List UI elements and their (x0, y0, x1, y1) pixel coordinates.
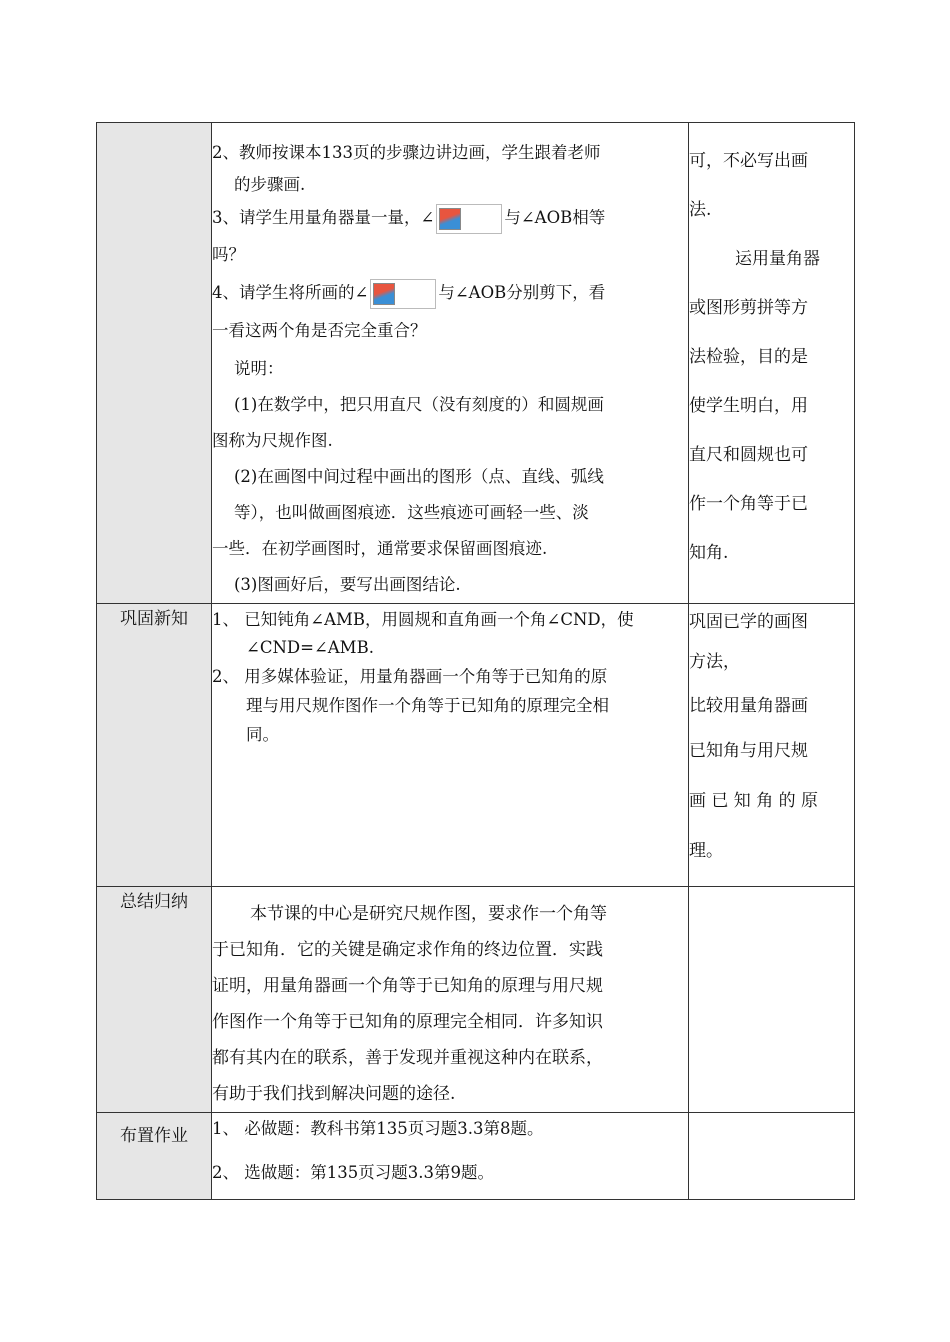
content-line: 吗？ (212, 245, 245, 264)
note-cell (689, 123, 855, 604)
content-line (212, 201, 688, 235)
row-label-empty (97, 123, 212, 604)
note-line: 巩固已学的画图 (689, 612, 808, 632)
content-text: 4、请学生将所画的∠ (212, 283, 369, 302)
content-line: 本节课的中心是研究尺规作图，要求作一个角等 (250, 904, 607, 924)
content-line: (3)图画好后，要写出画图结论. (234, 575, 461, 594)
note-line: 可，不必写出画 (689, 151, 808, 171)
note-line: 已知角与用尺规 (689, 741, 808, 761)
note-line: 作一个角等于已 (689, 494, 808, 514)
content-line: 都有其内在的联系，善于发现并重视这种内在联系， (212, 1048, 603, 1068)
note-line: 比较用量角器画 (689, 696, 808, 716)
table-row-consolidate (97, 604, 855, 887)
note-line: 画 已 知 角 的 原 (689, 791, 819, 811)
content-line: 一看这两个角是否完全重合？ (212, 321, 427, 340)
note-line: 法检验，目的是 (689, 347, 808, 367)
content-line: 有助于我们找到解决问题的途径. (212, 1084, 456, 1104)
note-line: 理。 (689, 841, 723, 861)
content-text: 与∠AOB分别剪下，看 (438, 283, 606, 302)
content-line: 2、教师按课本133页的步骤边讲边画，学生跟着老师 (212, 143, 601, 162)
note-line: 方法， (689, 652, 740, 672)
broken-image-icon (439, 208, 461, 230)
content-line: 于已知角．它的关键是确定求作角的终边位置．实践 (212, 940, 603, 960)
content-line: 2、 选做题：第135页习题3.3第9题。 (212, 1163, 494, 1182)
content-line: 2、 用多媒体验证，用量角器画一个角等于已知角的原 (212, 667, 608, 686)
content-line: 作图作一个角等于已知角的原理完全相同．许多知识 (212, 1012, 603, 1032)
table-row-process (97, 123, 855, 604)
content-line: 1、 必做题：教科书第135页习题3.3第8题。 (212, 1119, 544, 1138)
content-line: 说明： (234, 359, 284, 378)
content-cell (212, 604, 689, 887)
content-cell (212, 887, 689, 1113)
content-text: 3、请学生用量角器量一量，∠ (212, 208, 435, 227)
content-line: 1、 已知钝角∠AMB，用圆规和直角画一个角∠CND，使 (212, 610, 634, 629)
content-line: 理与用尺规作图作一个角等于已知角的原理完全相 (246, 696, 609, 715)
row-label: 巩固新知 (97, 604, 212, 887)
content-text: 与∠AOB相等 (504, 208, 606, 227)
content-line: ∠CND=∠AMB. (246, 638, 374, 657)
note-line: 使学生明白，用 (689, 396, 808, 416)
note-line: 知角. (689, 543, 729, 563)
note-cell (689, 604, 855, 887)
content-cell (212, 1113, 689, 1200)
note-cell-empty (689, 887, 855, 1113)
note-line: 法. (689, 200, 712, 220)
note-line: 直尺和圆规也可 (689, 445, 808, 465)
angle-image-placeholder (370, 279, 436, 309)
content-line: (2)在画图中间过程中画出的图形（点、直线、弧线 (234, 467, 604, 486)
table-row-homework (97, 1113, 855, 1200)
lesson-plan-table (96, 122, 855, 1200)
table-row-summary (97, 887, 855, 1113)
broken-image-icon (373, 283, 395, 305)
content-line: 等），也叫做画图痕迹．这些痕迹可画轻一些、淡 (234, 503, 589, 522)
note-line: 或图形剪拼等方 (689, 298, 808, 318)
content-line: (1)在数学中，把只用直尺（没有刻度的）和圆规画 (234, 395, 604, 414)
row-label: 总结归纳 (97, 887, 212, 1113)
content-line: 的步骤画. (234, 175, 306, 194)
content-cell (212, 123, 689, 604)
note-cell-empty (689, 1113, 855, 1200)
content-line (212, 275, 688, 311)
content-line: 同。 (246, 725, 279, 744)
content-line: 证明，用量角器画一个角等于已知角的原理与用尺规 (212, 976, 603, 996)
content-line: 图称为尺规作图. (212, 431, 333, 450)
row-label: 布置作业 (97, 1113, 212, 1200)
content-line: 一些．在初学画图时，通常要求保留画图痕迹. (212, 539, 548, 558)
note-line: 运用量角器 (735, 249, 820, 269)
angle-image-placeholder (436, 204, 502, 234)
